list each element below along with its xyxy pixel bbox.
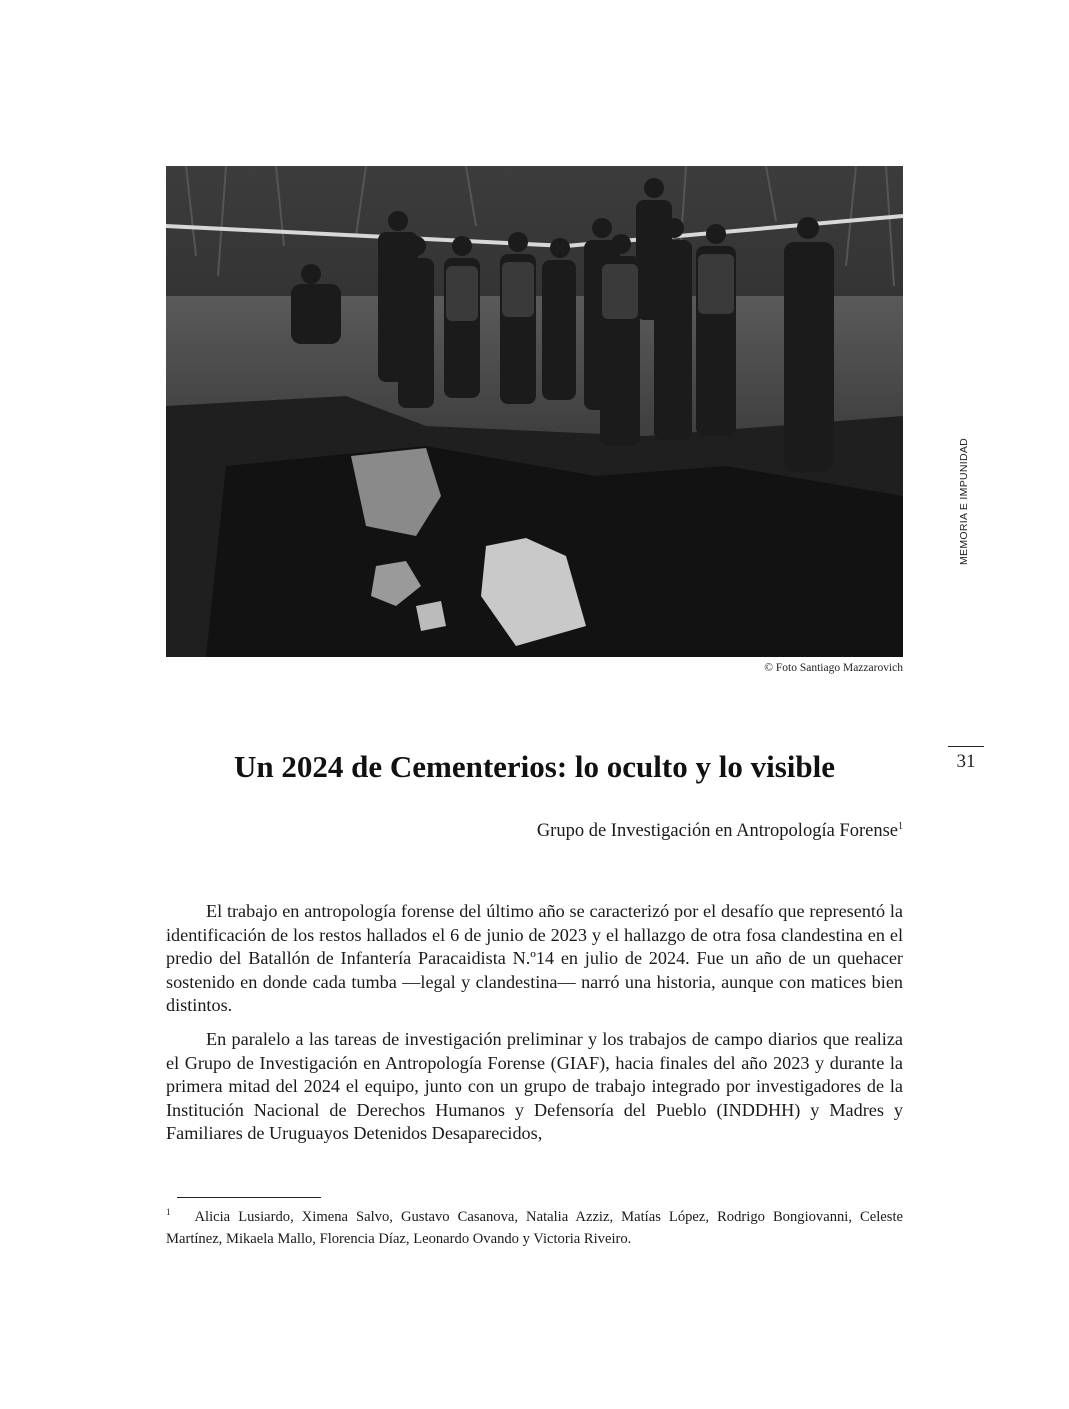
page-number: 31 bbox=[956, 751, 976, 772]
section-side-label: MEMORIA E IMPUNIDAD bbox=[958, 437, 970, 565]
photo-illustration bbox=[166, 166, 903, 657]
article-body bbox=[166, 900, 903, 1156]
footnote bbox=[166, 1207, 903, 1250]
footnote-text: Alicia Lusiardo, Ximena Salvo, Gustavo Casanova, Natalia Azziz, Matías López, Rodrigo Bongiovanni, Celeste Martínez, Mikaela Mallo, Florencia Díaz, Leonardo Ovando y Victoria Riveiro. bbox=[166, 1209, 903, 1247]
footnote-rule bbox=[177, 1197, 321, 1198]
excavation-photo bbox=[166, 166, 903, 657]
byline-text: Grupo de Investigación en Antropología Forense bbox=[536, 821, 898, 841]
photo-credit: © Foto Santiago Mazzarovich bbox=[764, 662, 903, 674]
article-title: Un 2024 de Cementerios: lo oculto y lo visible bbox=[233, 749, 835, 784]
footnote-mark: 1 bbox=[166, 1207, 171, 1218]
paragraph-1: El trabajo en antropología forense del último año se caracterizó por el desafío que representó la identificación de los restos hallados el 6 de junio de 2023 y el hallazgo de otra fosa clandestina en el predio del Batallón de Infantería Paracaidista N.º14 en julio de 2024. Fue un año de un quehacer sostenido en donde cada tumba —legal y clandestina— narró una historia, aunque con matices bien distintos. bbox=[166, 901, 903, 1016]
page-number-rule bbox=[948, 746, 984, 747]
article-byline bbox=[537, 821, 903, 842]
byline-note-ref: 1 bbox=[898, 820, 903, 832]
paragraph-2: En paralelo a las tareas de investigación preliminar y los trabajos de campo diarios que realiza el Grupo de Investigación en Antropología Forense (GIAF), hacia finales del año 2023 y durante la primera mitad del 2024 el equipo, junto con un grupo de trabajo integrado por investigadores de la Institución Nacional de Derechos Humanos y Defensoría del Pueblo (INDDHH) y Madres y Familiares de Uruguayos Detenidos Desaparecidos, bbox=[166, 1028, 903, 1144]
